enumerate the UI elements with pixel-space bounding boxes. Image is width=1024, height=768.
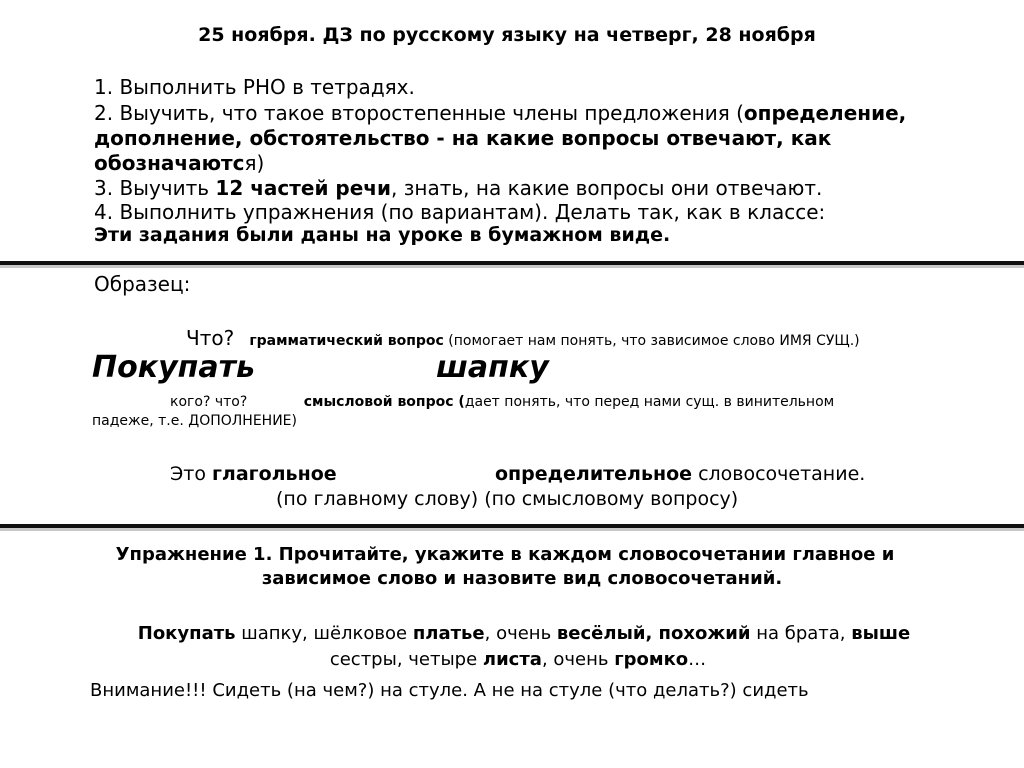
phrase-bold-3: весёлый, похожий xyxy=(556,623,751,644)
exercise-heading-2: зависимое слово и назовите вид словосочетаний. xyxy=(261,568,783,589)
task-2-bold-1: определение, xyxy=(743,101,907,125)
task-3 xyxy=(94,176,822,200)
phrase-text-1: шапку, шёлковое xyxy=(235,623,413,644)
task-3-bold: 12 частей речи xyxy=(215,176,392,200)
classification-note: (по главному слову) (по смысловому вопросу) xyxy=(276,488,739,510)
task-2-line-2: дополнение, обстоятельство - на какие вопросы отвечают, как xyxy=(94,126,832,150)
divider-top-shadow xyxy=(0,265,1024,268)
dependent-word: шапку xyxy=(436,350,549,385)
phrase-text-2: , очень xyxy=(484,623,557,644)
phrase-text-3: на брата, xyxy=(750,623,852,644)
semantic-question-line xyxy=(170,394,834,410)
task-3-c: , знать, на какие вопросы они отвечают. xyxy=(391,176,823,200)
main-word: Покупать xyxy=(92,350,255,385)
task-2-text: 2. Выучить, что такое второстепенные члены предложения ( xyxy=(94,101,744,125)
verbal-type: глагольное xyxy=(212,463,337,485)
phrase-bold-6: громко xyxy=(614,649,689,670)
phrase-text-4: сестры, четыре xyxy=(329,649,483,670)
task-2-end: я) xyxy=(244,151,265,175)
phrase-type-line-2 xyxy=(495,463,865,485)
phrase-text-5: , очень xyxy=(541,649,615,670)
task-4: 4. Выполнить упражнения (по вариантам). Делать так, как в классе: xyxy=(94,200,826,224)
phrase-type-line xyxy=(170,463,337,485)
grammar-question-line xyxy=(186,326,860,350)
phrase-bold-4: выше xyxy=(851,623,911,644)
page-title: 25 ноября. ДЗ по русскому языку на четверг, 28 ноября xyxy=(198,24,816,46)
phrase-bold-1: Покупать xyxy=(137,623,236,644)
divider-bottom-shadow xyxy=(0,528,1024,531)
task-3-a: 3. Выучить xyxy=(94,176,216,200)
phrase-bold-2: платье xyxy=(412,623,485,644)
semantic-question-rest: дает понять, что перед нами сущ. в винительном xyxy=(464,394,835,410)
grammar-question: грамматический вопрос xyxy=(249,333,444,349)
phrase-word: словосочетание. xyxy=(692,463,866,485)
question-whom: кого? что? xyxy=(170,394,248,410)
grammar-question-rest: (помогает нам понять, что зависимое слово ИМЯ СУЩ.) xyxy=(443,333,860,349)
exercise-heading: Упражнение 1. Прочитайте, укажите в каждом словосочетании главное и xyxy=(115,544,895,565)
semantic-question-line-2: падеже, т.е. ДОПОЛНЕНИЕ) xyxy=(92,413,297,429)
task-2-bold-2: обозначаютс xyxy=(94,151,245,175)
task-2 xyxy=(94,101,906,125)
semantic-question: смысловой вопрос ( xyxy=(303,394,465,410)
task-2-line-3 xyxy=(94,151,264,175)
exercise-phrases-2 xyxy=(0,649,1024,670)
attention-note: Внимание!!! Сидеть (на чем?) на стуле. А не на стуле (что делать?) сидеть xyxy=(90,680,809,701)
phrase-bold-5: листа xyxy=(482,649,542,670)
attributive-type: определительное xyxy=(495,463,693,485)
task-1: 1. Выполнить РНО в тетрадях. xyxy=(94,75,415,99)
task-note: Эти задания были даны на уроке в бумажном виде. xyxy=(94,224,671,246)
this-is: Это xyxy=(170,463,212,485)
question-what: Что? xyxy=(186,326,235,350)
sample-label: Образец: xyxy=(94,272,191,296)
phrase-text-6: … xyxy=(688,649,707,670)
exercise-phrases xyxy=(0,623,1024,644)
